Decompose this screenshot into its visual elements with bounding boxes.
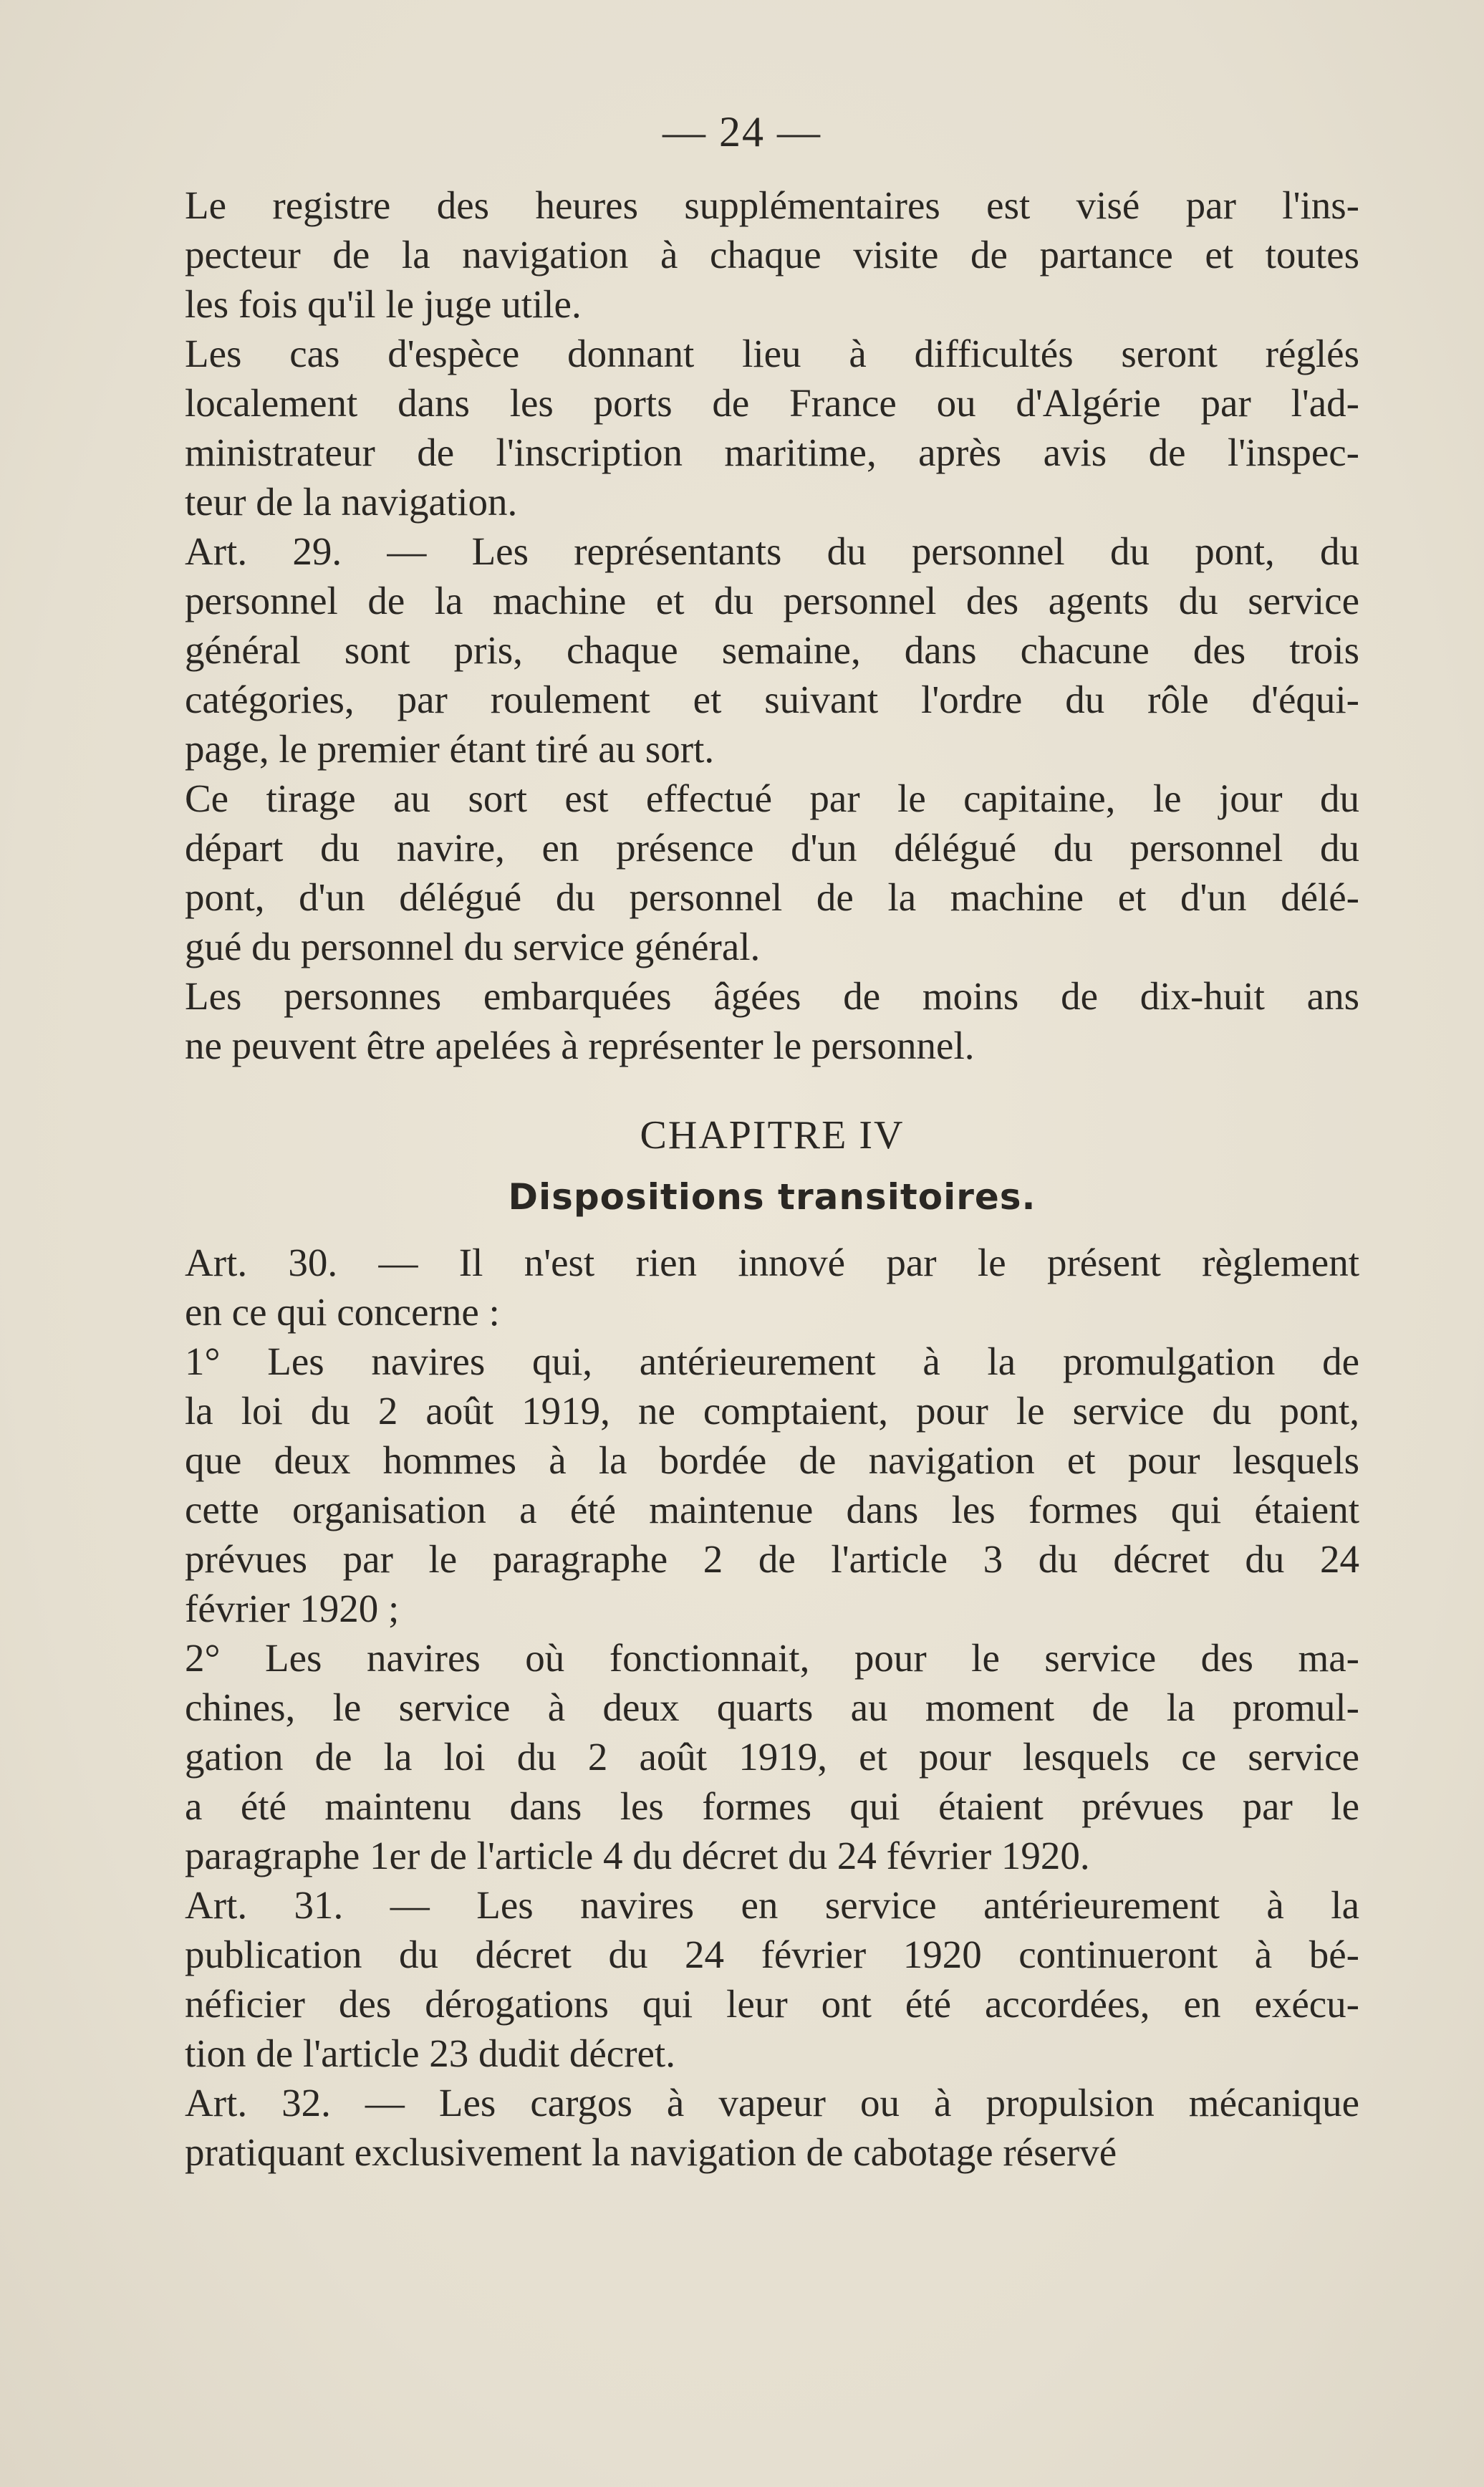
text-line: départ du navire, en présence d'un délégué du personnel du: [185, 826, 1359, 870]
text-line: teur de la navigation.: [185, 480, 518, 524]
text-line: ne peuvent être apelées à représenter le personnel.: [185, 1024, 975, 1067]
page-number: — 24 —: [662, 108, 822, 155]
text-line: que deux hommes à la bordée de navigation et pour lesquels: [185, 1438, 1359, 1482]
paragraph: [185, 526, 1359, 774]
text-line: paragraphe 1er de l'article 4 du décret du 24 février 1920.: [185, 1834, 1090, 1877]
text-line: cette organisation a été maintenue dans les formes qui étaient: [185, 1488, 1359, 1531]
text-line: les fois qu'il le juge utile.: [185, 282, 582, 326]
paragraph: [185, 774, 1359, 971]
chapter-title: CHAPITRE IV: [640, 1113, 905, 1158]
text-line: Art. 31. — Les navires en service antérieurement à la: [185, 1883, 1359, 1927]
chapter-subtitle: Dispositions transitoires.: [508, 1176, 1036, 1218]
text-line: publication du décret du 24 février 1920 continueront à bé-: [185, 1933, 1359, 1976]
text-line: pont, d'un délégué du personnel de la machine et d'un délé-: [185, 875, 1359, 919]
text-line: 1° Les navires qui, antérieurement à la promulgation de: [185, 1339, 1359, 1383]
text-line: en ce qui concerne :: [185, 1290, 500, 1334]
text-line: février 1920 ;: [185, 1587, 400, 1630]
paragraph: [185, 1337, 1359, 1633]
text-line: pratiquant exclusivement la navigation de cabotage réservé: [185, 2130, 1117, 2174]
paragraph: [185, 1633, 1359, 1880]
text-line: tion de l'article 23 dudit décret.: [185, 2031, 675, 2075]
paragraph: [185, 2078, 1359, 2177]
text-line: 2° Les navires où fonctionnait, pour le service des ma-: [185, 1636, 1359, 1680]
text-line: général sont pris, chaque semaine, dans chacune des trois: [185, 628, 1359, 672]
text-line: Ce tirage au sort est effectué par le capitaine, le jour du: [185, 776, 1359, 820]
text-line: prévues par le paragraphe 2 de l'article 3 du décret du 24: [185, 1537, 1359, 1581]
paragraph: [185, 181, 1359, 329]
text-line: Les cas d'espèce donnant lieu à difficultés seront réglés: [185, 332, 1359, 375]
text-line: Art. 32. — Les cargos à vapeur ou à propulsion mécanique: [185, 2081, 1359, 2125]
text-block: [185, 181, 1359, 2177]
text-line: gué du personnel du service général.: [185, 925, 761, 968]
text-line: Le registre des heures supplémentaires est visé par l'ins-: [185, 183, 1359, 227]
text-line: catégories, par roulement et suivant l'ordre du rôle d'équi-: [185, 678, 1359, 721]
text-line: localement dans les ports de France ou d'Algérie par l'ad-: [185, 381, 1359, 425]
text-line: Art. 29. — Les représentants du personnel du pont, du: [185, 529, 1359, 573]
paragraph: [185, 971, 1359, 1070]
paragraph: [185, 1238, 1359, 1337]
text-line: page, le premier étant tiré au sort.: [185, 727, 715, 771]
text-line: chines, le service à deux quarts au moment de la promul-: [185, 1685, 1359, 1729]
text-line: pecteur de la navigation à chaque visite de partance et toutes: [185, 233, 1359, 276]
section-after-chapter: [185, 1238, 1359, 2177]
text-line: Art. 30. — Il n'est rien innové par le présent règlement: [185, 1241, 1359, 1284]
text-line: a été maintenu dans les formes qui étaient prévues par le: [185, 1784, 1359, 1828]
text-line: Les personnes embarquées âgées de moins de dix-huit ans: [185, 974, 1359, 1018]
section-before-chapter: [185, 181, 1359, 1070]
text-line: gation de la loi du 2 août 1919, et pour lesquels ce service: [185, 1735, 1359, 1779]
text-line: la loi du 2 août 1919, ne comptaient, pour le service du pont,: [185, 1389, 1359, 1433]
paragraph: [185, 329, 1359, 526]
paragraph: [185, 1880, 1359, 2078]
text-line: ministrateur de l'inscription maritime, après avis de l'inspec-: [185, 430, 1359, 474]
text-line: néficier des dérogations qui leur ont été accordées, en exécu-: [185, 1982, 1359, 2026]
text-line: personnel de la machine et du personnel des agents du service: [185, 579, 1359, 622]
